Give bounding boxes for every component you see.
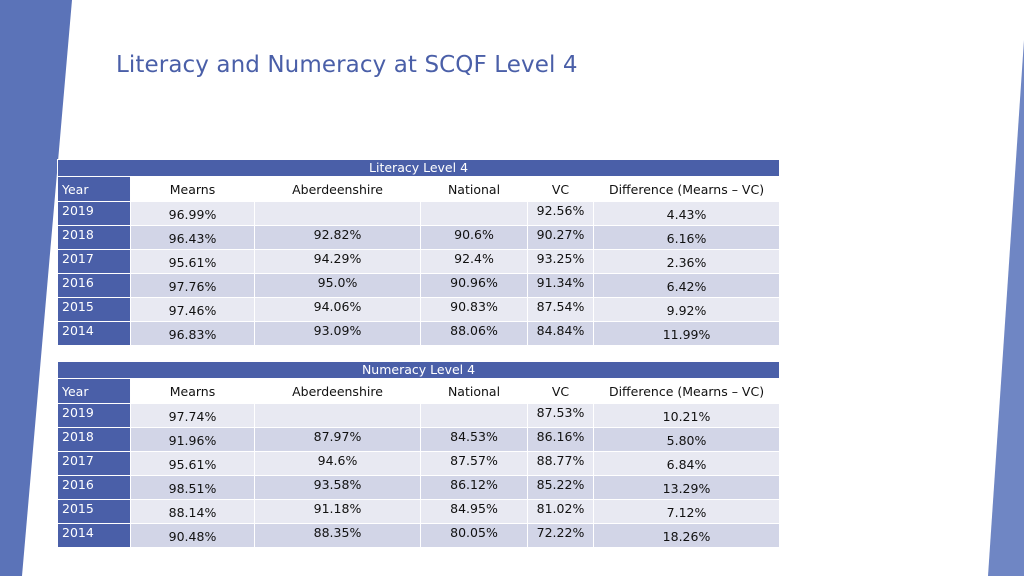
difference-cell: 9.92% [594, 298, 780, 322]
mearns-cell: 96.83% [131, 322, 255, 346]
table-row [58, 476, 780, 500]
national-cell: 90.83% [421, 298, 528, 322]
column-header-year: Year [58, 177, 131, 202]
national-cell: 92.4% [421, 250, 528, 274]
column-header-mearns: Mearns [131, 379, 255, 404]
vc-cell: 93.25% [528, 250, 594, 274]
difference-cell: 4.43% [594, 202, 780, 226]
mearns-cell: 96.43% [131, 226, 255, 250]
year-cell: 2014 [58, 322, 131, 346]
mearns-cell: 96.99% [131, 202, 255, 226]
mearns-cell: 97.74% [131, 404, 255, 428]
difference-cell: 6.16% [594, 226, 780, 250]
table-row [58, 274, 780, 298]
mearns-cell: 97.76% [131, 274, 255, 298]
aberdeenshire-cell: 88.35% [255, 524, 421, 548]
column-header-vc: VC [528, 379, 594, 404]
literacy-caption: Literacy Level 4 [58, 160, 780, 177]
national-cell [421, 202, 528, 226]
column-header-mearns: Mearns [131, 177, 255, 202]
aberdeenshire-cell: 94.29% [255, 250, 421, 274]
vc-cell: 87.53% [528, 404, 594, 428]
year-cell: 2017 [58, 250, 131, 274]
aberdeenshire-cell: 93.58% [255, 476, 421, 500]
aberdeenshire-cell: 94.6% [255, 452, 421, 476]
national-cell: 86.12% [421, 476, 528, 500]
year-cell: 2017 [58, 452, 131, 476]
vc-cell: 86.16% [528, 428, 594, 452]
column-header-national: National [421, 379, 528, 404]
column-header-aberdeenshire: Aberdeenshire [255, 379, 421, 404]
national-cell [421, 404, 528, 428]
year-cell: 2019 [58, 202, 131, 226]
national-cell: 87.57% [421, 452, 528, 476]
table-row [58, 298, 780, 322]
table-row [58, 428, 780, 452]
year-cell: 2015 [58, 500, 131, 524]
aberdeenshire-cell: 95.0% [255, 274, 421, 298]
table-row [58, 226, 780, 250]
year-cell: 2018 [58, 428, 131, 452]
column-header-national: National [421, 177, 528, 202]
right-accent-band [988, 40, 1024, 576]
numeracy-table [57, 361, 780, 548]
vc-cell: 81.02% [528, 500, 594, 524]
national-cell: 80.05% [421, 524, 528, 548]
vc-cell: 72.22% [528, 524, 594, 548]
difference-cell: 18.26% [594, 524, 780, 548]
year-cell: 2019 [58, 404, 131, 428]
table-row [58, 452, 780, 476]
page-title: Literacy and Numeracy at SCQF Level 4 [116, 52, 578, 78]
vc-cell: 84.84% [528, 322, 594, 346]
vc-cell: 85.22% [528, 476, 594, 500]
table-row [58, 250, 780, 274]
mearns-cell: 90.48% [131, 524, 255, 548]
difference-cell: 13.29% [594, 476, 780, 500]
difference-cell: 11.99% [594, 322, 780, 346]
vc-cell: 92.56% [528, 202, 594, 226]
table-row [58, 404, 780, 428]
year-cell: 2016 [58, 274, 131, 298]
year-cell: 2015 [58, 298, 131, 322]
difference-cell: 2.36% [594, 250, 780, 274]
aberdeenshire-cell: 91.18% [255, 500, 421, 524]
mearns-cell: 98.51% [131, 476, 255, 500]
table-row [58, 524, 780, 548]
vc-cell: 87.54% [528, 298, 594, 322]
numeracy-caption: Numeracy Level 4 [58, 362, 780, 379]
literacy-table [57, 159, 780, 346]
column-header-difference: Difference (Mearns – VC) [594, 177, 780, 202]
vc-cell: 90.27% [528, 226, 594, 250]
aberdeenshire-cell: 94.06% [255, 298, 421, 322]
national-cell: 90.6% [421, 226, 528, 250]
vc-cell: 88.77% [528, 452, 594, 476]
mearns-cell: 97.46% [131, 298, 255, 322]
national-cell: 88.06% [421, 322, 528, 346]
year-cell: 2016 [58, 476, 131, 500]
difference-cell: 6.42% [594, 274, 780, 298]
column-header-year: Year [58, 379, 131, 404]
table-row [58, 322, 780, 346]
aberdeenshire-cell: 92.82% [255, 226, 421, 250]
column-header-aberdeenshire: Aberdeenshire [255, 177, 421, 202]
aberdeenshire-cell [255, 404, 421, 428]
national-cell: 84.53% [421, 428, 528, 452]
table-row [58, 500, 780, 524]
mearns-cell: 88.14% [131, 500, 255, 524]
difference-cell: 6.84% [594, 452, 780, 476]
difference-cell: 7.12% [594, 500, 780, 524]
mearns-cell: 95.61% [131, 250, 255, 274]
mearns-cell: 91.96% [131, 428, 255, 452]
table-row [58, 202, 780, 226]
vc-cell: 91.34% [528, 274, 594, 298]
column-header-vc: VC [528, 177, 594, 202]
aberdeenshire-cell: 87.97% [255, 428, 421, 452]
difference-cell: 10.21% [594, 404, 780, 428]
year-cell: 2014 [58, 524, 131, 548]
difference-cell: 5.80% [594, 428, 780, 452]
year-cell: 2018 [58, 226, 131, 250]
aberdeenshire-cell: 93.09% [255, 322, 421, 346]
national-cell: 84.95% [421, 500, 528, 524]
column-header-difference: Difference (Mearns – VC) [594, 379, 780, 404]
mearns-cell: 95.61% [131, 452, 255, 476]
aberdeenshire-cell [255, 202, 421, 226]
national-cell: 90.96% [421, 274, 528, 298]
